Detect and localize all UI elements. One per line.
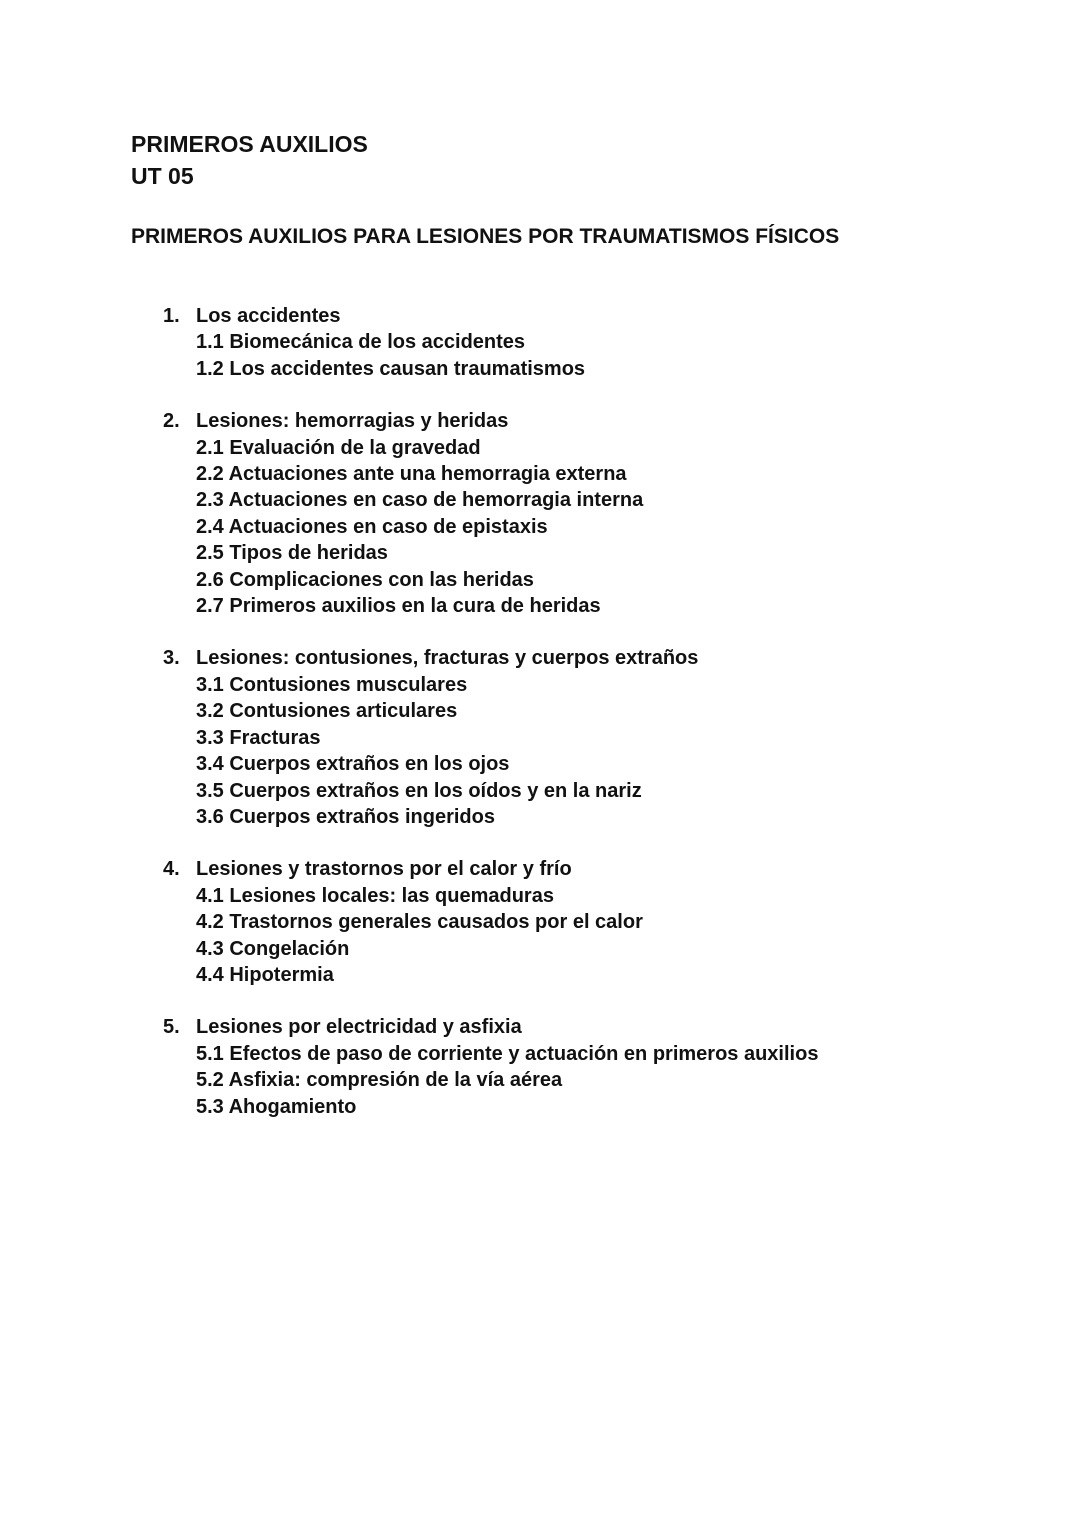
toc-section-title: Lesiones: hemorragias y heridas — [196, 410, 509, 433]
toc-subsection: 3.4 Cuerpos extraños en los ojos — [196, 753, 510, 776]
toc-subsection: 3.3 Fracturas — [196, 726, 321, 749]
toc-subsection: 4.1 Lesiones locales: las quemaduras — [196, 884, 554, 907]
unit-label: UT 05 — [131, 163, 194, 189]
toc-subsection: 5.1 Efectos de paso de corriente y actuación en primeros auxilios — [196, 1042, 819, 1065]
toc-subsection: 2.6 Complicaciones con las heridas — [196, 568, 534, 591]
toc-section-title: Lesiones por electricidad y asfixia — [196, 1016, 522, 1039]
toc-section — [163, 303, 818, 382]
toc-subsection: 4.3 Congelación — [196, 937, 350, 960]
toc-section-number: 1. — [163, 305, 180, 327]
toc-section-title: Lesiones y trastornos por el calor y frío — [196, 858, 572, 881]
toc-section-heading — [163, 856, 818, 882]
toc-section-heading — [163, 1014, 818, 1040]
toc-subsection: 4.2 Trastornos generales causados por el calor — [196, 911, 643, 934]
toc-subsection: 1.1 Biomecánica de los accidentes — [196, 331, 526, 354]
toc-subsection: 4.4 Hipotermia — [196, 963, 334, 986]
toc-section-number: 2. — [163, 410, 180, 433]
toc-subsection: 3.5 Cuerpos extraños en los oídos y en la nariz — [196, 779, 642, 802]
toc-section-number: 5. — [163, 1016, 180, 1039]
toc-section-title: Lesiones: contusiones, fracturas y cuerpos extraños — [196, 647, 699, 670]
toc-subsection: 2.2 Actuaciones ante una hemorragia externa — [196, 463, 627, 486]
toc-section — [163, 1014, 818, 1120]
toc-subsection: 5.3 Ahogamiento — [196, 1095, 357, 1118]
toc-subsection: 1.2 Los accidentes causan traumatismos — [196, 357, 586, 380]
toc-section-heading — [163, 303, 818, 329]
toc-subsection: 2.3 Actuaciones en caso de hemorragia interna — [196, 489, 644, 512]
course-title: PRIMEROS AUXILIOS — [131, 131, 368, 157]
toc-subsection: 2.1 Evaluación de la gravedad — [196, 436, 481, 459]
toc-subsection: 2.5 Tipos de heridas — [196, 542, 388, 565]
toc-subsection: 2.7 Primeros auxilios en la cura de heridas — [196, 595, 601, 618]
toc-section-number: 4. — [163, 858, 180, 881]
toc-subsection: 2.4 Actuaciones en caso de epistaxis — [196, 515, 548, 538]
toc-subsection: 5.2 Asfixia: compresión de la vía aérea — [196, 1069, 563, 1092]
toc-section-number: 3. — [163, 647, 180, 670]
toc-section — [163, 408, 818, 619]
toc-section-heading — [163, 408, 818, 434]
toc-section — [163, 645, 818, 830]
document-subtitle: PRIMEROS AUXILIOS PARA LESIONES POR TRAUMATISMOS FÍSICOS — [131, 225, 840, 248]
toc-section-heading — [163, 645, 818, 671]
toc-section — [163, 856, 818, 988]
toc-section-title: Los accidentes — [196, 305, 341, 327]
toc-subsection: 3.1 Contusiones musculares — [196, 673, 468, 696]
toc-subsection: 3.2 Contusiones articulares — [196, 700, 458, 723]
toc-subsection: 3.6 Cuerpos extraños ingeridos — [196, 805, 495, 828]
document-header — [131, 128, 368, 192]
table-of-contents — [163, 303, 818, 1146]
